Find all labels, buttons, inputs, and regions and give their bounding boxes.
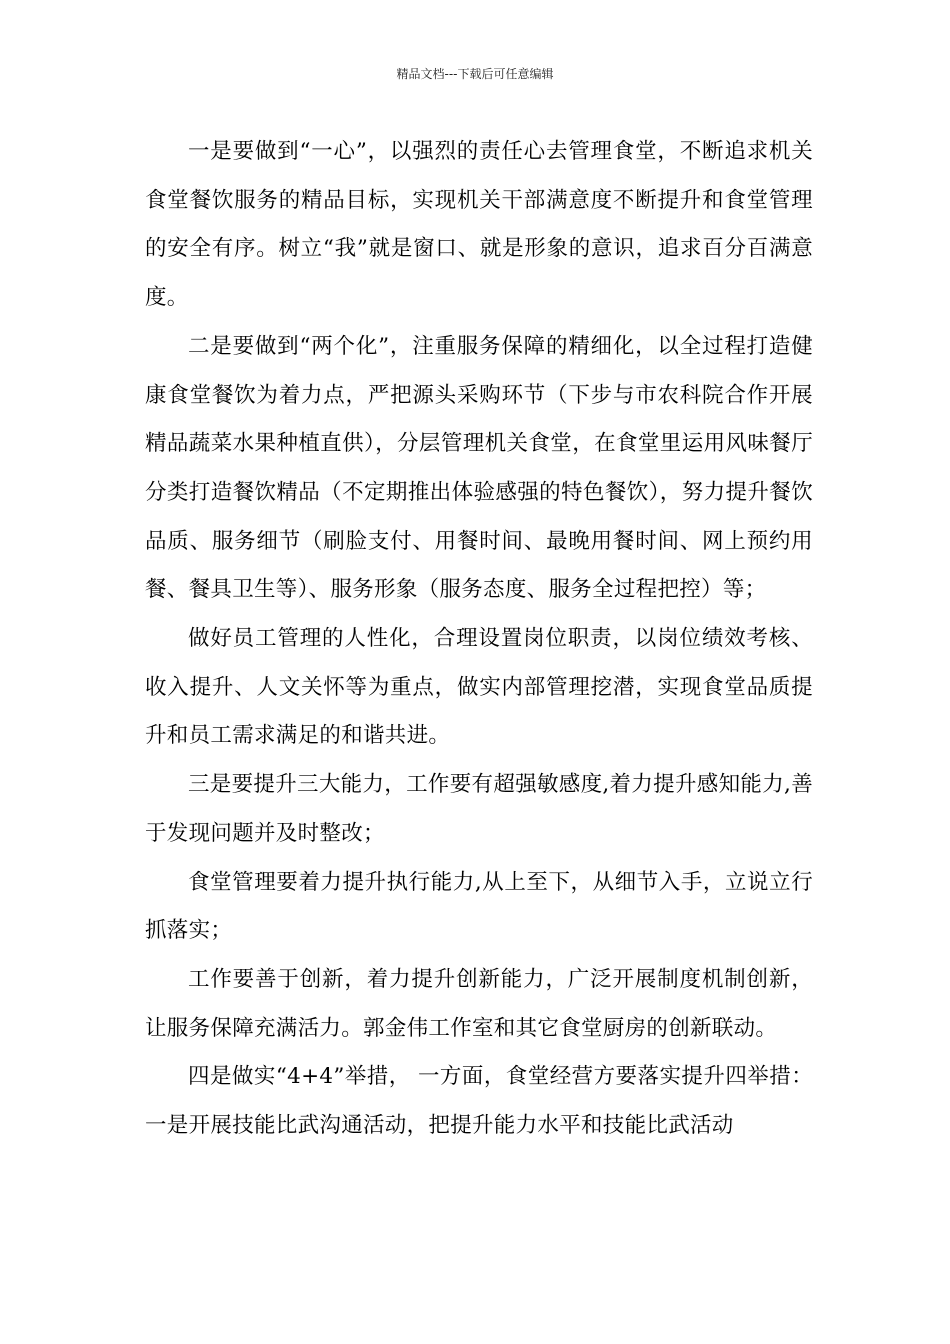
page-header: 精品文档---下载后可任意编辑 xyxy=(396,67,554,81)
paragraph-6: 工作要善于创新，着力提升创新能力，广泛开展制度机制创新，让服务保障充满活力。郭金伟工作室和其它食堂厨房的创新联动。 xyxy=(145,966,813,1041)
paragraph-7: 四是做实“4+4”举措， 一方面，食堂经营方要落实提升四举措：一是开展技能比武沟通活动，把提升能力水平和技能比武活动 xyxy=(145,1064,813,1139)
paragraph-3: 做好员工管理的人性化，合理设置岗位职责，以岗位绩效考核、收入提升、人文关怀等为重点，做实内部管理挖潜，实现食堂品质提升和员工需求满足的和谐共进。 xyxy=(145,626,813,749)
paragraph-2: 二是要做到“两个化”，注重服务保障的精细化，以全过程打造健康食堂餐饮为着力点，严把源头采购环节（下步与市农科院合作开展精品蔬菜水果种植直供），分层管理机关食堂，在食堂里运用风味餐厅分类打造餐饮精品（不定期推出体验感强的特色餐饮），努力提升餐饮品质、服务细节（刷脸支付、用餐时间、最晚用餐时间、网上预约用餐、餐具卫生等）、服务形象（服务态度、服务全过程把控）等； xyxy=(145,333,813,603)
paragraph-4: 三是要提升三大能力，工作要有超强敏感度,着力提升感知能力,善于发现问题并及时整改； xyxy=(145,772,813,846)
paragraph-5: 食堂管理要着力提升执行能力,从上至下，从细节入手，立说立行抓落实； xyxy=(145,869,813,944)
paragraph-1: 一是要做到“一心”，以强烈的责任心去管理食堂，不断追求机关食堂餐饮服务的精品目标，实现机关干部满意度不断提升和食堂管理的安全有序。树立“我”就是窗口、就是形象的意识，追求百分百满意度。 xyxy=(145,139,813,311)
document-body xyxy=(145,128,813,1151)
